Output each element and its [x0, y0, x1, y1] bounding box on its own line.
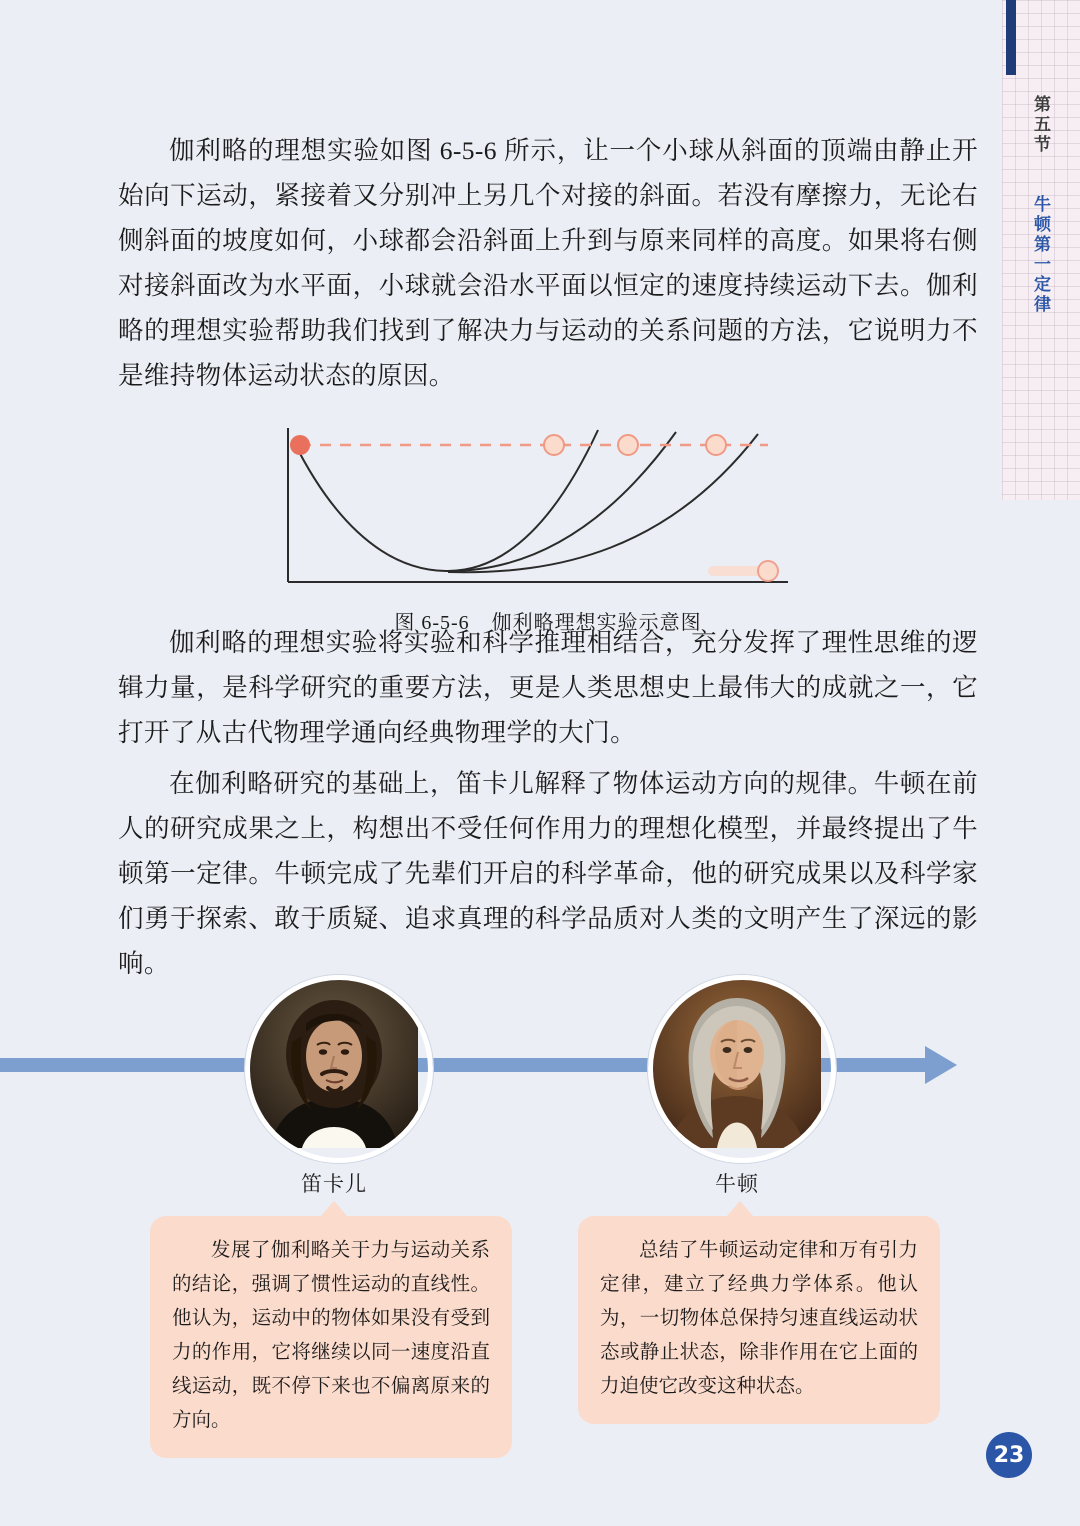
- side-tab-accent-bar: [1006, 0, 1016, 75]
- callout-tail-newton: [726, 1201, 754, 1217]
- page-number-badge: 23: [986, 1432, 1032, 1478]
- person-name-newton: 牛顿: [715, 1172, 759, 1196]
- callout-descartes: [150, 1216, 512, 1458]
- avatar-descartes: [245, 975, 433, 1163]
- paragraph-1: 伽利略的理想实验如图 6-5-6 所示，让一个小球从斜面的顶端由静止开始向下运动，紧接着又分别冲上另几个对接的斜面。若没有摩擦力，无论右侧斜面的坡度如何，小球都会沿斜面上升到与原来同样的高度。如果将右侧对接斜面改为水平面，小球就会沿水平面以恒定的速度持续运动下去。伽利略的理想实验帮助我们找到了解决力与运动的关系问题的方法，它说明力不是维持物体运动状态的原因。: [118, 136, 978, 390]
- section-side-tab: [1002, 0, 1080, 500]
- callout-text-newton: 总结了牛顿运动定律和万有引力定律，建立了经典力学体系。他认为，一切物体总保持匀速直线运动状态或静止状态，除非作用在它上面的力迫使它改变这种状态。: [600, 1240, 918, 1397]
- paragraph-2: 伽利略的理想实验将实验和科学推理相结合，充分发挥了理性思维的逻辑力量，是科学研究的重要方法，更是人类思想史上最伟大的成就之一，它打开了从古代物理学通向经典物理学的大门。: [118, 628, 978, 747]
- figure-caption-text: 伽利略理想实验示意图: [491, 612, 702, 634]
- side-tab-section-number: 第五节: [1030, 95, 1050, 155]
- galileo-ideal-experiment-diagram: [268, 420, 828, 600]
- paragraph-3: 在伽利略研究的基础上，笛卡儿解释了物体运动方向的规律。牛顿在前人的研究成果之上，构想出不受任何作用力的理想化模型，并最终提出了牛顿第一定律。牛顿完成了先辈们开启的科学革命，他的研究成果以及科学家们勇于探索、敢于质疑、追求真理的科学品质对人类的文明产生了深远的影响。: [118, 769, 978, 978]
- figure-caption: [118, 606, 978, 635]
- avatar-newton: [648, 975, 836, 1163]
- callout-text-descartes: 发展了伽利略关于力与运动关系的结论，强调了惯性运动的直线性。他认为，运动中的物体如果没有受到力的作用，它将继续以同一速度沿直线运动，既不停下来也不偏离原来的方向。: [172, 1240, 490, 1431]
- callout-newton: [578, 1216, 940, 1424]
- figure-caption-number: 图 6-5-6: [394, 612, 470, 634]
- person-name-descartes: 笛卡儿: [301, 1172, 367, 1196]
- figure-6-5-6: [118, 420, 978, 634]
- timeline-arrow-icon: [925, 1046, 957, 1084]
- side-tab-section-title: 牛顿第一定律: [1030, 195, 1050, 315]
- page-content: [118, 128, 978, 992]
- scientists-timeline: [0, 1038, 1080, 1098]
- callout-tail-descartes: [320, 1201, 348, 1217]
